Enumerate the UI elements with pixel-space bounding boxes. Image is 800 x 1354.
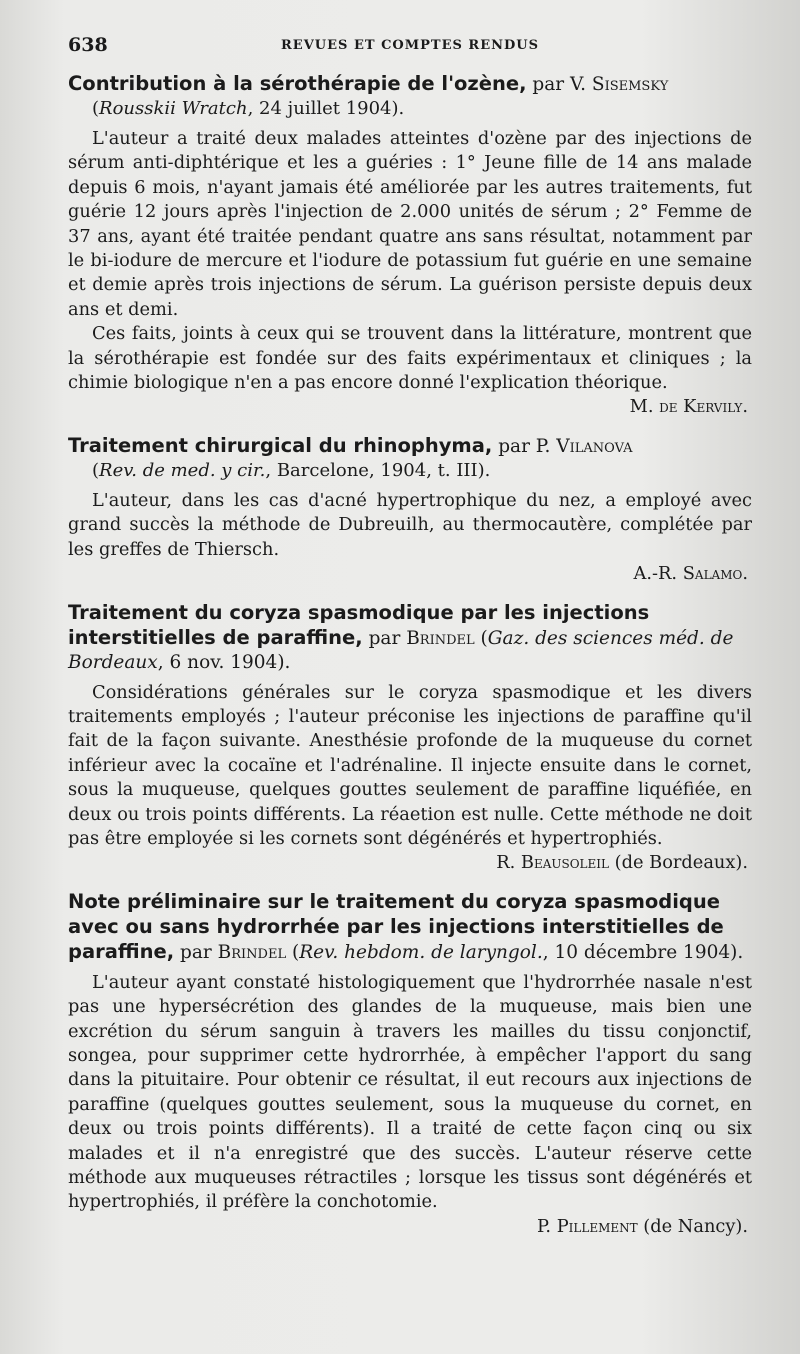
article-title: Note préliminaire sur le traitement du coryza spasmodique avec ou sans hydrorrhée par les injections interstitielles de paraffine, [68,889,724,963]
article-source: (Rousskii Wratch, 24 juillet 1904). [92,98,405,119]
article-paragraph: L'auteur ayant constaté histologiquement que l'hydrorrhée nasale n'est pas une hypersécrétion des glandes de la muqueuse, mais bien une excrétion du sérum sanguin à travers les mailles du tissu conjonctif, songea, pour supprimer cette hydrorrhée, à empêcher l'apport du sang dans la pituitaire. Pour obtenir ce résultat, il eut recours aux injections de paraffine (quelques gouttes seulement, sous la muqueuse du cornet, en deux ou trois points différents). Il a traité de cette façon cinq ou six malades et il n'a enregistré que des succès. L'auteur réserve cette méthode aux muqueuses rétractiles ; lorsque les tissus sont dégénérés et hypertrophiés, il préfère la conchotomie. [68,971,752,1213]
article-ozene [68,72,752,420]
article-source: Gaz. des sciences méd. de Bordeaux [68,627,734,673]
article-paragraph: L'auteur, dans les cas d'acné hypertrophique du nez, a employé avec grand succès la méthode de Dubreuilh, au thermocautère, complétée par les greffes de Thiersch. [68,489,752,560]
running-title: REVUES ET COMPTES RENDUS [281,38,539,53]
article-signature: R. Beausoleil (de Bordeaux). [496,852,748,874]
signature-line [68,851,752,875]
article-paragraph: Ces faits, joints à ceux qui se trouvent dans la littérature, montrent que la sérothérapie est fondée sur des faits expérimentaux et cliniques ; la chimie biologique n'en a pas encore donné l'explication théorique. [68,323,752,394]
article-heading: Traitement chirurgical du rhinophyma, par P. Vilanova [68,433,633,457]
signature-line [68,395,752,419]
article-title: Traitement du coryza spasmodique par les injections interstitielles de paraffine, [68,600,650,649]
article-title: Traitement chirurgical du rhinophyma, [68,433,493,457]
article-signature: A.-R. Salamo. [633,563,748,585]
article-signature: M. de Kervily. [629,396,748,418]
signature-line [68,562,752,586]
article-author: Brindel [217,941,287,963]
article-source: (Rev. de med. y cir., Barcelone, 1904, t. III). [92,459,491,481]
article-heading: Traitement du coryza spasmodique par les injections interstitielles de paraffine, par Brindel (Gaz. des sciences méd. de Bordeaux, 6 nov. 1904). [68,600,734,673]
article-author: Vilanova [556,435,633,457]
article-note-preliminaire [68,890,752,1239]
running-head [68,34,752,58]
article-rhinophyma [68,434,752,587]
article-author: Sisemsky [591,74,669,95]
article-source: Rev. hebdom. de laryngol. [299,941,543,963]
article-paragraph: Considérations générales sur le coryza spasmodique et les divers traitements employés ; l'auteur préconise les injections de paraffine qu'il fait de la façon suivante. Anesthésie profonde de la muqueuse du cornet inférieur avec la cocaïne et l'adrénaline. Il injecte ensuite dans le cornet, sous la muqueuse, quelques gouttes seulement de paraffine liquéfiée, en deux ou trois points différents. La réaetion est nulle. Cette méthode ne doit pas être employée si les cornets sont dégénérés et hypertrophiés. [68,681,752,849]
article-title: Contribution à la sérothérapie de l'ozène, [68,72,527,95]
signature-line [68,1215,752,1239]
article-author: Brindel [406,627,475,649]
page-number: 638 [68,34,108,56]
article-heading: Contribution à la sérothérapie de l'ozène, par V. Sisemsky [68,72,669,95]
article-heading: Note préliminaire sur le traitement du coryza spasmodique avec ou sans hydrorrhée par les injections interstitielles de paraffine, par Brindel (Rev. hebdom. de laryngol., 10 décembre 1904). [68,889,744,963]
article-coryza-paraffine [68,601,752,876]
article-paragraph: L'auteur a traité deux malades atteintes d'ozène par des injections de sérum anti-diphtérique et les a guéries : 1° Jeune fille de 14 ans malade depuis 6 mois, n'ayant jamais été améliorée par les autres traitements, fut guérie 12 jours après l'injection de 2.000 unités de sérum ; 2° Femme de 37 ans, ayant été traitée pendant quatre ans sans résultat, notamment par le bi-iodure de mercure et l'iodure de potassium fut guérie en une semaine et demie après trois injections de sérum. La guérison persiste depuis deux ans et demi. [68,128,752,320]
article-signature: P. Pillement (de Nancy). [537,1215,748,1237]
